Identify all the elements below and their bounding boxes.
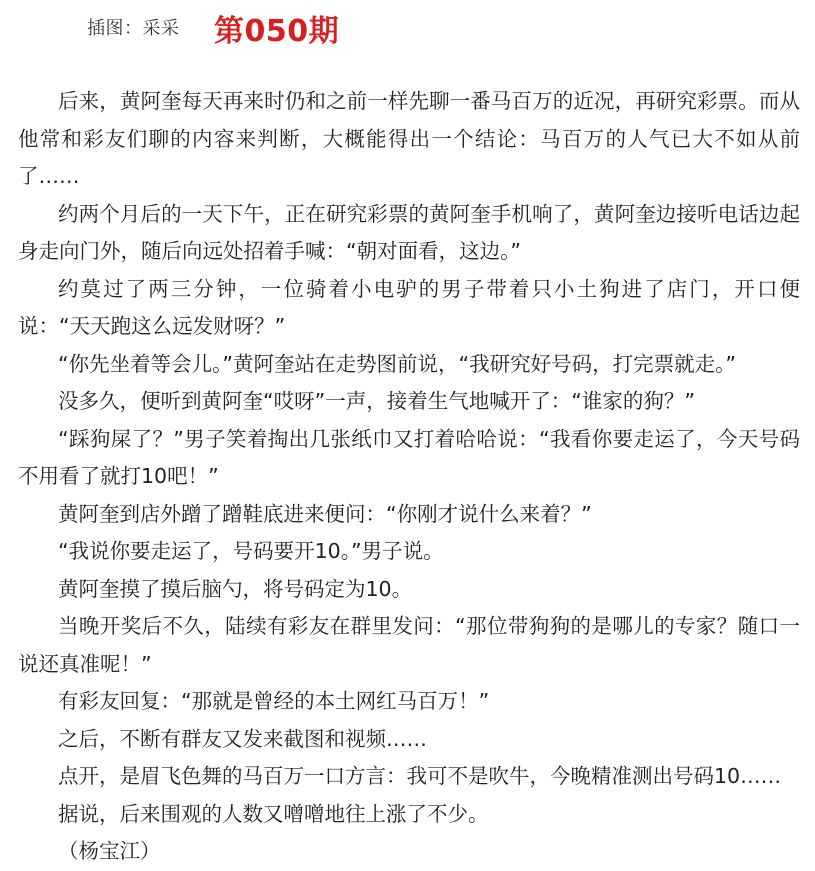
- paragraph: “我说你要走运了，号码要开10。”男子说。: [58, 539, 444, 563]
- paragraph: 约莫过了两三分钟，一位骑着小电驴的男子带着只小土狗进了店门，开口便说：“天天跑这么远发财呀？”: [18, 276, 800, 338]
- paragraph: “踩狗屎了？”男子笑着掏出几张纸巾又打着哈哈说：“我看你要走运了，今天号码不用看了就打10吧！”: [18, 426, 800, 488]
- paragraph: 有彩友回复：“那就是曾经的本土网红马百万！”: [58, 689, 490, 713]
- paragraph: 之后，不断有群友又发来截图和视频……: [58, 726, 427, 751]
- paragraph: 黄阿奎到店外蹭了蹭鞋底进来便问：“你刚才说什么来着？”: [58, 501, 592, 526]
- paragraph: “你先坐着等会儿。”黄阿奎站在走势图前说，“我研究好号码，打完票就走。”: [58, 351, 736, 376]
- paragraph: 黄阿奎摸了摸后脑勺，将号码定为10。: [58, 576, 413, 601]
- paragraph: 当晚开奖后不久，陆续有彩友在群里发问：“那位带狗狗的是哪儿的专家？随口一说还真准呢！”: [18, 614, 800, 676]
- page-header: [0, 6, 815, 50]
- paragraph: 约两个月后的一天下午，正在研究彩票的黄阿奎手机响了，黄阿奎边接听电话边起身走向门外，随后向远处招着手喊：“朝对面看，这边。”: [18, 201, 800, 263]
- paragraph: 后来，黄阿奎每天再来时仍和之前一样先聊一番马百万的近况，再研究彩票。而从他常和彩友们聊的内容来判断，大概能得出一个结论：马百万的人气已大不如从前了……: [18, 89, 800, 188]
- issue-number: 第050期: [214, 14, 340, 49]
- paragraph: 点开，是眉飞色舞的马百万一口方言：我可不是吹牛，今晚精准测出号码10……: [58, 764, 782, 788]
- article-body: [18, 83, 800, 871]
- paragraph: 据说，后来围观的人数又噌噌地往上涨了不少。: [58, 801, 489, 826]
- paragraph: 没多久，便听到黄阿奎“哎呀”一声，接着生气地喊开了：“谁家的狗？”: [58, 389, 695, 413]
- illustration-credit: 插图：采采: [87, 18, 180, 39]
- author-signature: （杨宝江）: [58, 839, 161, 863]
